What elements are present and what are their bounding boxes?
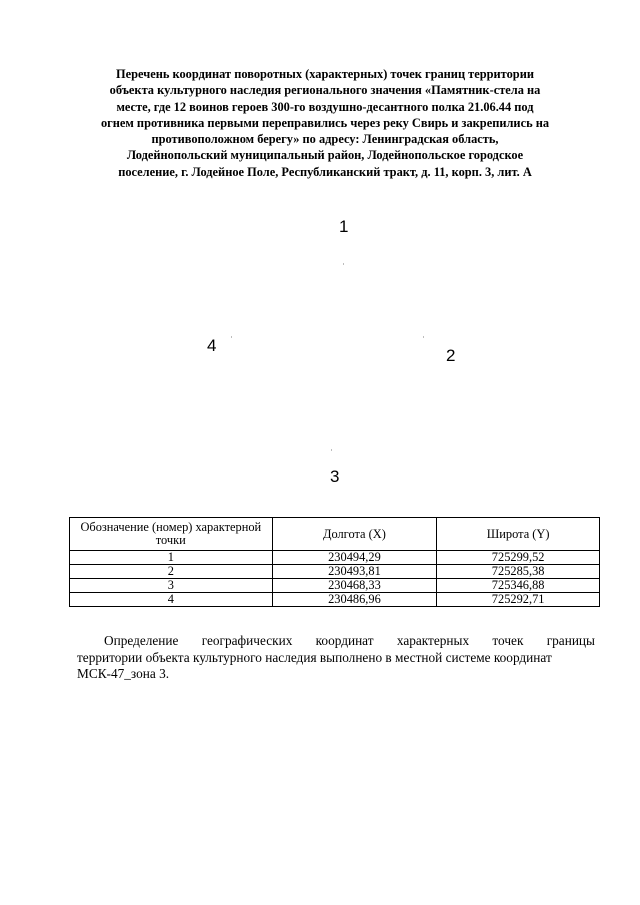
header-longitude: Долгота (X) <box>272 518 437 551</box>
cell-y: 725299,52 <box>437 551 600 565</box>
title-line: поселение, г. Лодейное Поле, Республиканский тракт, д. 11, корп. 3, лит. А <box>118 164 532 179</box>
title-line: объекта культурного наследия регионального значения «Памятник-стела на <box>109 83 541 98</box>
title-line: Перечень координат поворотных (характерных) точек границ территории <box>116 67 534 81</box>
cell-x: 230494,29 <box>272 551 437 565</box>
point-marker-2 <box>423 336 424 338</box>
point-marker-3 <box>331 449 332 451</box>
cell-x: 230468,33 <box>272 579 437 593</box>
header-point-number: Обозначение (номер) характерной точки <box>70 518 273 551</box>
table-header-row <box>70 518 600 551</box>
point-marker-1 <box>343 263 344 265</box>
note-line: Определение географических координат характерных точек границы <box>104 633 595 648</box>
table-row <box>70 593 600 607</box>
point-label-2: 2 <box>446 346 456 365</box>
cell-point: 2 <box>70 565 273 579</box>
point-label-1: 1 <box>339 217 349 236</box>
cell-x: 230486,96 <box>272 593 437 607</box>
point-marker-4 <box>231 336 232 338</box>
cell-y: 725292,71 <box>437 593 600 607</box>
point-label-4: 4 <box>207 336 217 355</box>
title-line: огнем противника первыми переправились через реку Свирь и закрепились на <box>100 115 550 130</box>
cell-y: 725346,88 <box>437 579 600 593</box>
cell-y: 725285,38 <box>437 565 600 579</box>
header-latitude: Широта (Y) <box>437 518 600 551</box>
point-label-3: 3 <box>330 467 340 486</box>
table-row <box>70 565 600 579</box>
cell-point: 4 <box>70 593 273 607</box>
table-row <box>70 551 600 565</box>
title-line: месте, где 12 воинов героев 300-го воздушно-десантного полка 21.06.44 под <box>116 99 534 114</box>
coordinates-table <box>69 517 600 607</box>
table-row <box>70 579 600 593</box>
cell-point: 3 <box>70 579 273 593</box>
title-line: противоположном берегу» по адресу: Ленинградская область, <box>151 132 499 147</box>
coordinate-system-note <box>77 633 595 683</box>
document-title <box>70 66 580 180</box>
cell-point: 1 <box>70 551 273 565</box>
note-line: МСК-47_зона 3. <box>77 666 170 681</box>
note-line: территории объекта культурного наследия выполнено в местной системе координат <box>77 649 552 665</box>
cell-x: 230493,81 <box>272 565 437 579</box>
title-line: Лодейнопольский муниципальный район, Лодейнопольское городское <box>126 148 524 163</box>
